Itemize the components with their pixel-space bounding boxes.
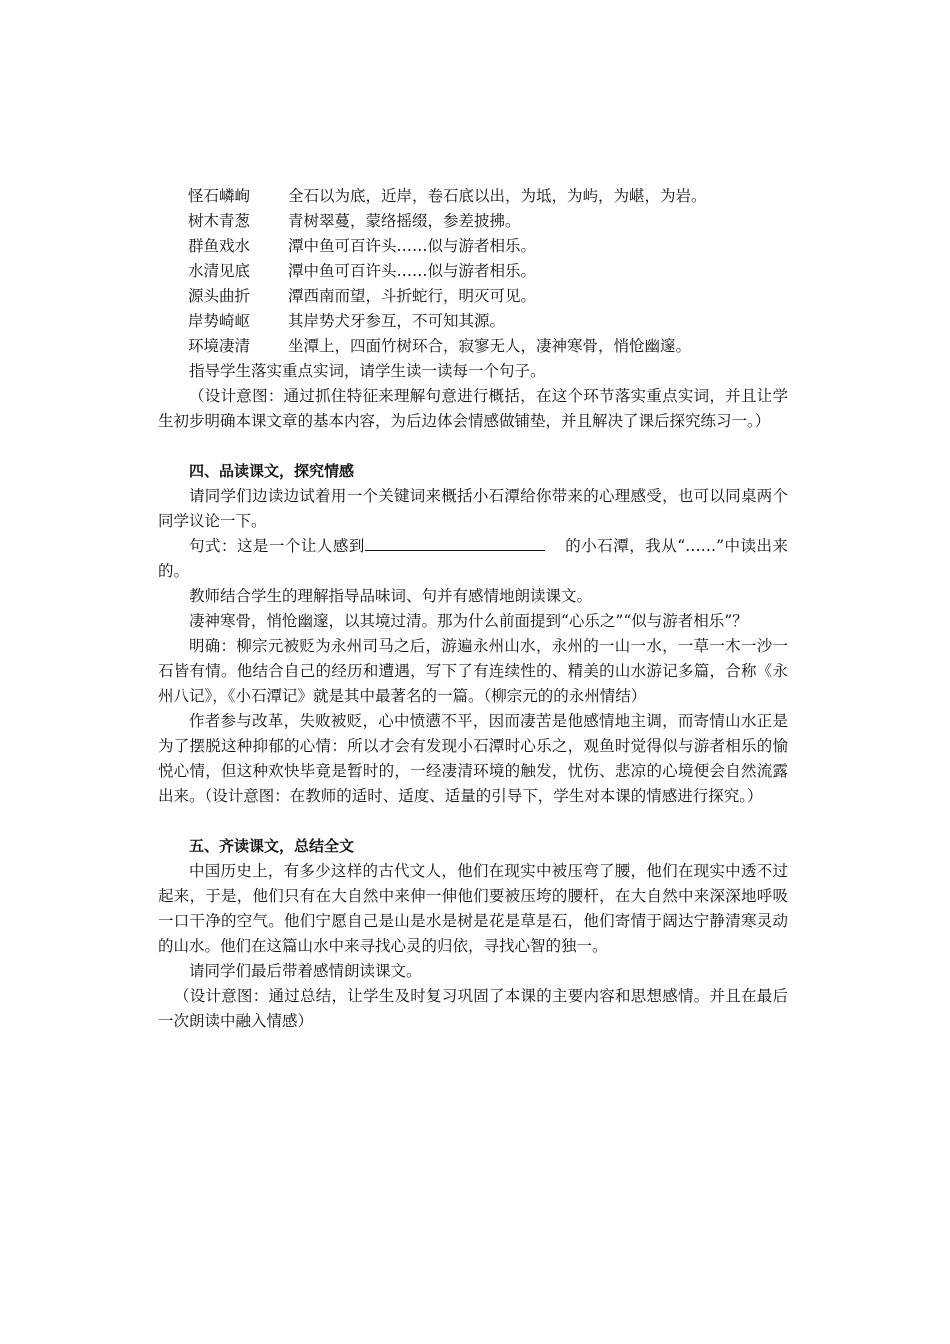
fill-in-blank	[365, 534, 545, 551]
paragraph: 教师结合学生的理解指导品味词、句并有感情地朗读课文。	[189, 587, 593, 605]
feature-row	[158, 184, 788, 209]
feature-quote: 全石以为底，近岸，卷石底以出，为坻，为屿，为嵁，为岩。	[288, 187, 707, 205]
feature-quote: 潭中鱼可百许头……似与游者相乐。	[288, 237, 537, 255]
feature-term: 源头曲折	[188, 287, 251, 305]
feature-term: 水清见底	[188, 262, 251, 280]
design-note: （设计意图：通过抓住特征来理解句意进行概括，在这个环节落实重点实词，并且让学生初步明确本课文章的基本内容，为后边体会情感做铺垫，并且解决了课后探究练习一。）	[158, 387, 788, 430]
design-note: （设计意图：通过总结，让学生及时复习巩固了本课的主要内容和思想感情。并且在最后一次朗读中融入情感）	[158, 987, 788, 1030]
paragraph: 凄神寒骨，悄怆幽邃，以其境过清。那为什么前面提到“心乐之”“似与游者相乐”？	[189, 612, 748, 630]
feature-row	[158, 234, 788, 259]
document-body	[158, 184, 788, 1034]
feature-term: 怪石嶙峋	[188, 187, 251, 205]
sentence-pattern	[158, 534, 788, 584]
feature-term: 岸势崎岖	[188, 312, 251, 330]
sentence-prefix: 句式：这是一个让人感到	[189, 537, 365, 555]
paragraph: 请同学们最后带着感情朗读课文。	[189, 962, 422, 980]
section-heading: 五、齐读课文，总结全文	[189, 837, 355, 855]
spacer	[158, 809, 788, 834]
guide-line: 指导学生落实重点实词，请学生读一读每一个句子。	[189, 362, 546, 380]
feature-row	[158, 259, 788, 284]
paragraph: 请同学们边读边试着用一个关键词来概括小石潭给你带来的心理感受，也可以同桌两个同学议论一下。	[158, 487, 788, 530]
paragraph: 中国历史上，有多少这样的古代文人，他们在现实中被压弯了腰，他们在现实中透不过起来，于是，他们只有在大自然中来伸一伸他们要被压垮的腰杆，在大自然中来深深地呼吸一口干净的空气。他们宁愿自己是山是水是树是花是草是石，他们寄情于阔达宁静清寒灵动的山水。他们在这篇山水中来寻找心灵的归依，寻找心智的独一。	[158, 862, 788, 955]
feature-list	[158, 184, 788, 359]
feature-quote: 潭西南而望，斗折蛇行，明灭可见。	[288, 287, 537, 305]
feature-row	[158, 334, 788, 359]
feature-quote: 坐潭上，四面竹树环合，寂寥无人，凄神寒骨，悄怆幽邃。	[288, 337, 692, 355]
feature-quote: 其岸势犬牙参互，不可知其源。	[288, 312, 506, 330]
feature-term: 群鱼戏水	[188, 237, 251, 255]
paragraph: 明确：柳宗元被贬为永州司马之后，游遍永州山水，永州的一山一水，一草一木一沙一石皆有情。他结合自己的经历和遭遇，写下了有连续性的、精美的山水游记多篇，合称《永州八记》，《小石潭记》就是其中最著名的一篇。（柳宗元的的永州情结）	[158, 637, 788, 705]
sentence-suffix: 的小石潭，我从“……”中读出来的。	[158, 537, 788, 580]
section-heading: 四、品读课文，探究情感	[189, 462, 355, 480]
feature-quote: 青树翠蔓，蒙络摇缀，参差披拂。	[288, 212, 521, 230]
feature-quote: 潭中鱼可百许头……似与游者相乐。	[288, 262, 537, 280]
feature-row	[158, 309, 788, 334]
feature-term: 树木青葱	[188, 212, 251, 230]
paragraph: 作者参与改革，失败被贬，心中愤懑不平，因而凄苦是他感情地主调，而寄情山水正是为了摆脱这种抑郁的心情：所以才会有发现小石潭时心乐之，观鱼时觉得似与游者相乐的愉悦心情，但这种欢快毕竟是暂时的，一经凄清环境的触发，忧伤、悲凉的心境便会自然流露出来。（设计意图：在教师的适时、适度、适量的引导下，学生对本课的情感进行探究。）	[158, 712, 788, 805]
feature-term: 环境凄清	[188, 337, 251, 355]
feature-row	[158, 284, 788, 309]
feature-row	[158, 209, 788, 234]
spacer	[158, 434, 788, 459]
